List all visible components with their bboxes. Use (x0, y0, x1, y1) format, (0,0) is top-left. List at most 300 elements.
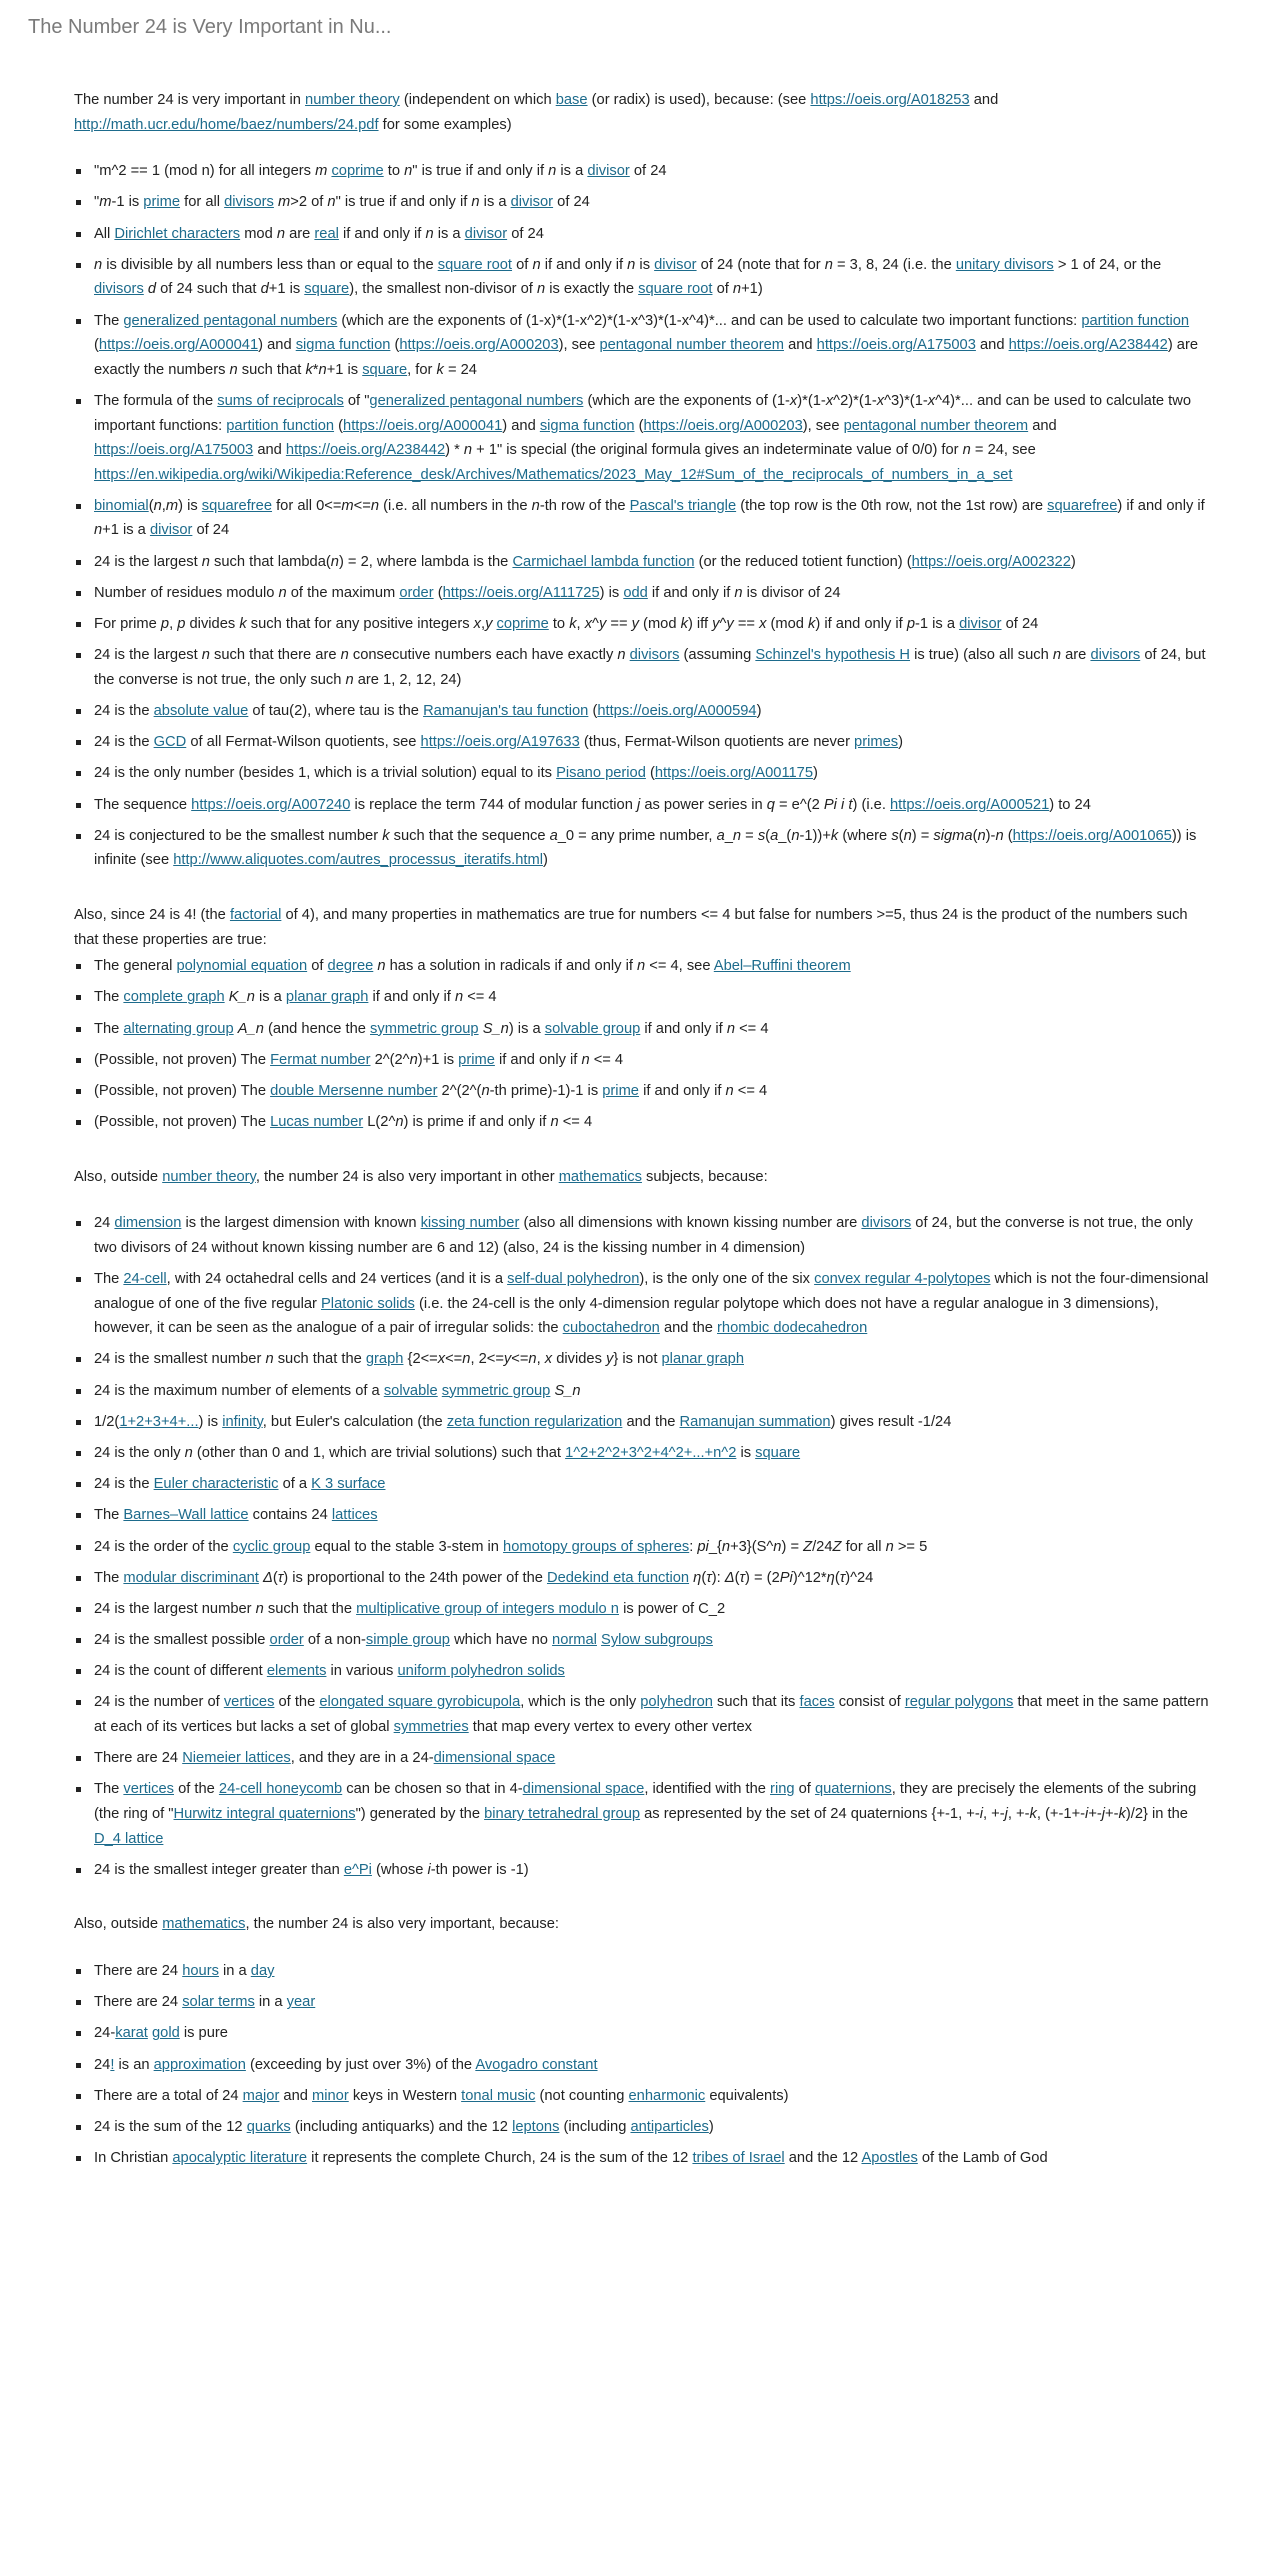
text-run: 24 is the smallest integer greater than (94, 1861, 344, 1878)
link[interactable]: Pisano period (556, 765, 646, 782)
link[interactable]: pentagonal number theorem (599, 337, 784, 354)
link[interactable]: absolute value (153, 703, 249, 719)
text-run: )- (985, 827, 996, 844)
math-variable: x (759, 616, 767, 633)
math-variable: n (201, 647, 210, 664)
text-run: of (512, 256, 533, 273)
math-variable: A_n (237, 1020, 264, 1037)
math-variable: n (201, 553, 210, 570)
link[interactable]: prime (458, 1051, 495, 1068)
text-run: to (548, 616, 570, 633)
link[interactable]: partition function (226, 417, 335, 434)
math-variable: i (1085, 1806, 1089, 1823)
link[interactable]: number theory (305, 92, 400, 108)
link[interactable]: elements (266, 1663, 327, 1680)
math-variable: n (536, 281, 546, 298)
text-run: and (784, 337, 817, 354)
link[interactable]: binary tetrahedral group (484, 1806, 641, 1823)
math-variable: y (485, 616, 493, 633)
small-n-properties-list (74, 954, 1212, 1135)
text-run: ) is (198, 1413, 223, 1430)
math-variable: n (481, 1082, 490, 1099)
text-run: <= 4, see (645, 958, 714, 975)
list-item (94, 824, 1212, 873)
link[interactable]: modular discriminant (123, 1569, 259, 1586)
link[interactable]: divisor (654, 256, 697, 273)
link[interactable]: vertices (123, 1781, 174, 1798)
link[interactable]: 1+2+3+4+... (119, 1413, 199, 1430)
link[interactable]: divisor (464, 225, 508, 242)
link[interactable]: day (250, 1963, 275, 1979)
link[interactable]: complete graph (123, 989, 225, 1006)
text-run: of 24, but the converse is not true, the only two divisors of 24 without known kissing number are 6 and 12) (also, 24 is the kissing number in 4 dimension) (94, 1215, 1193, 1256)
link[interactable]: sigma function (539, 417, 635, 434)
link[interactable]: prime (602, 1082, 639, 1099)
link[interactable]: https://oeis.org/A000521 (890, 796, 1050, 813)
text-run: is pure (179, 2025, 228, 2042)
math-variable: K_n (228, 989, 255, 1006)
math-variable: a (549, 827, 558, 844)
text-run: The formula of the (94, 392, 218, 409)
text-run: ) if and only if (815, 616, 907, 633)
math-variable: Pi (779, 1569, 793, 1586)
link[interactable]: apocalyptic literature (172, 2150, 308, 2167)
link[interactable]: karat (115, 2025, 148, 2042)
link[interactable]: alternating group (123, 1020, 234, 1037)
math-variable: n (791, 827, 800, 844)
math-variable: η (826, 1569, 835, 1586)
link[interactable]: primes (854, 734, 899, 751)
math-variable: n (463, 442, 473, 459)
link[interactable]: infinity (222, 1413, 263, 1430)
text-run: > 1 of 24, or the (1053, 256, 1162, 273)
math-variable: j (1004, 1806, 1008, 1823)
math-variable: k (830, 827, 839, 844)
link[interactable]: divisor (587, 163, 630, 180)
link[interactable]: kissing number (420, 1215, 520, 1232)
link[interactable]: https://oeis.org/A000203 (643, 417, 803, 434)
text-run: 24 is the maximum number of elements of a (94, 1382, 384, 1399)
math-variable: a (716, 827, 725, 844)
text-run: mod (240, 225, 277, 242)
text-run: , and they are in a 24- (290, 1750, 434, 1767)
text-run: , which is the only (520, 1694, 641, 1711)
text-run: ) (543, 852, 548, 869)
list-item (94, 253, 1212, 302)
text-run: = e^(2 (774, 796, 824, 813)
link[interactable]: symmetric group (370, 1020, 479, 1037)
link[interactable]: sigma function (295, 337, 391, 354)
link[interactable]: ring (770, 1781, 795, 1798)
math-variable: n (977, 827, 986, 844)
text-run: (Possible, not proven) The (94, 1114, 271, 1131)
link[interactable]: https://oeis.org/A018253 (810, 92, 970, 108)
link[interactable]: cuboctahedron (562, 1320, 660, 1337)
link[interactable]: https://oeis.org/A238442 (285, 442, 446, 459)
link[interactable]: minor (312, 2087, 349, 2104)
link[interactable]: pentagonal number theorem (843, 417, 1029, 434)
text-run: (i.e. all numbers in the (379, 497, 532, 514)
math-variable: n (550, 1114, 559, 1131)
link[interactable]: mathematics (558, 1168, 642, 1185)
link[interactable]: divisors (224, 194, 274, 211)
math-variable: y (503, 1351, 512, 1368)
link[interactable]: https://en.wikipedia.org/wiki/Wikipedia:Reference_desk/Archives/Mathematics/2023_May_12#Sum_of_the_reciprocals_of_numbers_in_a_set (94, 466, 1013, 483)
link[interactable]: quarks (246, 2118, 291, 2135)
link[interactable]: https://oeis.org/A000594 (597, 703, 757, 719)
link[interactable]: polyhedron (640, 1694, 713, 1711)
link[interactable]: ! (110, 2056, 115, 2073)
text-run: <= (353, 497, 371, 514)
link[interactable]: 24-cell honeycomb (218, 1781, 343, 1798)
link[interactable]: odd (623, 584, 648, 601)
link[interactable]: generalized pentagonal numbers (369, 392, 584, 409)
link[interactable]: enharmonic (628, 2087, 706, 2104)
math-variable: n (229, 361, 238, 378)
math-variable: n (581, 1051, 590, 1068)
text-run: ^3)*(1- (884, 392, 928, 409)
math-variable: x (584, 616, 593, 633)
text-run: = 3, 8, 24 (i.e. the (832, 256, 956, 273)
text-run: , (+-1+- (1036, 1806, 1086, 1823)
text-run: of the (274, 1694, 320, 1711)
link[interactable]: factorial (229, 906, 282, 923)
list-item (94, 1017, 1212, 1042)
list-item (94, 1079, 1212, 1104)
text-run: consist of (834, 1694, 905, 1711)
link[interactable]: normal (552, 1632, 597, 1649)
text-run: /24 (812, 1538, 833, 1555)
text-run: ( (390, 337, 400, 354)
link[interactable]: coprime (331, 163, 384, 180)
link[interactable]: Schinzel's hypothesis H (755, 647, 911, 664)
link[interactable]: lattices (331, 1507, 378, 1524)
text-run: ^ (719, 616, 727, 633)
math-variable: n (404, 163, 413, 180)
link[interactable]: Barnes–Wall lattice (123, 1507, 249, 1524)
link[interactable]: https://oeis.org/A000203 (399, 337, 559, 354)
link[interactable]: tonal music (461, 2087, 536, 2104)
text-run: consecutive numbers each have exactly (348, 647, 618, 664)
link[interactable]: multiplicative group of integers modulo n (356, 1600, 619, 1617)
link[interactable]: symmetric group (441, 1382, 551, 1399)
link[interactable]: regular polygons (904, 1694, 1014, 1711)
link[interactable]: degree (327, 958, 374, 975)
link[interactable]: squarefree (1047, 497, 1118, 514)
math-variable: Pi i t (823, 796, 853, 813)
link[interactable]: divisors (94, 281, 144, 298)
text-run: ) = 2, where lambda is the (338, 553, 513, 570)
link[interactable]: square root (638, 281, 713, 298)
link[interactable]: base (555, 92, 588, 108)
link[interactable]: Carmichael lambda function (512, 553, 695, 570)
link[interactable]: double Mersenne number (270, 1082, 438, 1099)
text-run: ) = (911, 827, 934, 844)
link[interactable]: K 3 surface (311, 1476, 386, 1493)
text-run: In Christian (94, 2150, 173, 2167)
link[interactable]: Lucas number (270, 1114, 364, 1131)
link[interactable]: Pascal's triangle (629, 497, 737, 514)
text-run: (where (838, 827, 892, 844)
link[interactable]: leptons (512, 2118, 560, 2135)
text-run: ( (701, 1569, 707, 1586)
link[interactable]: vertices (223, 1694, 275, 1711)
text-run: of a non- (303, 1632, 366, 1649)
math-variable: k (382, 827, 390, 844)
math-variable: k (1118, 1806, 1126, 1823)
math-variable: n (721, 1538, 731, 1555)
math-variable: S_n (482, 1020, 509, 1037)
text-run: ^ (592, 616, 599, 633)
link[interactable]: square (755, 1444, 801, 1461)
link[interactable]: cyclic group (232, 1538, 311, 1555)
link[interactable]: hours (182, 1963, 219, 1979)
math-variable: n (330, 553, 339, 570)
text-run: -1 is (111, 194, 144, 211)
link[interactable]: simple group (365, 1632, 450, 1649)
link[interactable]: zeta function regularization (446, 1413, 623, 1430)
link[interactable]: Platonic solids (321, 1295, 415, 1312)
text-run: (whose (371, 1861, 428, 1878)
math-variable: k (680, 616, 688, 633)
text-run: Also, outside (74, 1168, 163, 1185)
text-run: 24 is the (94, 734, 154, 751)
text-run: in various (326, 1663, 398, 1680)
text-run: is divisible by all numbers less than or equal to the (102, 256, 438, 273)
math-variable: τ (706, 1569, 712, 1586)
text-run: is a (556, 163, 588, 180)
list-item (94, 2146, 1212, 2171)
link[interactable]: square root (437, 256, 513, 273)
text-run: == (606, 616, 632, 633)
link[interactable]: mathematics (162, 1916, 246, 1933)
text-run: and (1028, 417, 1057, 434)
link[interactable]: planar graph (661, 1351, 744, 1368)
link[interactable]: faces (799, 1694, 835, 1711)
link[interactable]: https://oeis.org/A000041 (98, 337, 259, 354)
link[interactable]: divisor (510, 194, 554, 211)
link[interactable]: polynomial equation (176, 958, 308, 975)
link[interactable]: binomial (94, 497, 149, 514)
link[interactable]: Abel–Ruffini theorem (713, 958, 851, 975)
text-run: The (94, 1781, 124, 1798)
link[interactable]: planar graph (285, 989, 369, 1006)
link[interactable]: Fermat number (270, 1051, 371, 1068)
link[interactable]: partition function (1081, 312, 1190, 329)
text-run: keys in Western (348, 2087, 462, 2104)
link[interactable]: generalized pentagonal numbers (123, 312, 338, 329)
other-math-list (74, 1211, 1212, 1882)
text-run: +1 is (268, 281, 305, 298)
text-run: ) is a (508, 1020, 545, 1037)
text-run: The sequence (94, 796, 192, 813)
text-run: There are 24 (94, 1963, 183, 1979)
list-item (94, 730, 1212, 755)
text-run: , identified with the (644, 1781, 771, 1798)
text-run: , the number 24 is also very important in other (255, 1168, 559, 1185)
link[interactable]: Sylow subgroups (601, 1632, 713, 1649)
text-run: )^12* (792, 1569, 827, 1586)
link[interactable]: squarefree (201, 497, 273, 514)
link[interactable]: D_4 lattice (94, 1830, 164, 1847)
math-variable: n (318, 361, 327, 378)
link[interactable]: Ramanujan's tau function (423, 703, 589, 719)
math-variable: s (891, 827, 899, 844)
link[interactable]: divisors (861, 1215, 912, 1232)
link[interactable]: GCD (153, 734, 187, 751)
link[interactable]: dimension (114, 1215, 182, 1232)
math-variable: y (726, 616, 734, 633)
text-run: such that the (263, 1600, 357, 1617)
list-item (94, 1347, 1212, 1372)
link[interactable]: convex regular 4-polytopes (814, 1271, 991, 1288)
text-run: Number of residues modulo (94, 584, 279, 601)
link[interactable]: 1^2+2^2+3^2+4^2+...+n^2 (565, 1444, 737, 1461)
link[interactable]: uniform polyhedron solids (397, 1663, 565, 1680)
link[interactable]: https://oeis.org/A000041 (343, 417, 503, 434)
text-run: ) iff (687, 616, 713, 633)
list-item (94, 309, 1212, 383)
text-run: can be chosen so that in 4- (342, 1781, 523, 1798)
text-run: of the maximum (286, 584, 400, 601)
text-run: of tau(2), where tau is the (248, 703, 424, 719)
text-run: <= 4 (733, 1082, 768, 1099)
link[interactable]: antiparticles (630, 2118, 709, 2135)
math-variable: n (732, 827, 742, 844)
link[interactable]: https://oeis.org/A001175 (654, 765, 814, 782)
link[interactable]: tribes of Israel (692, 2150, 785, 2167)
link[interactable]: year (286, 1994, 316, 2011)
link[interactable]: https://oeis.org/A002322 (911, 553, 1071, 570)
link[interactable]: https://oeis.org/A238442 (1008, 337, 1168, 354)
math-variable: n (340, 647, 349, 664)
link[interactable]: Hurwitz integral quaternions (173, 1806, 356, 1823)
link[interactable]: https://oeis.org/A175003 (94, 442, 254, 459)
text-run: is replace the term 744 of modular function (350, 796, 637, 813)
text-run: == (733, 616, 760, 633)
link[interactable]: Ramanujan summation (679, 1413, 831, 1430)
link[interactable]: http://math.ucr.edu/home/baez/numbers/24.pdf (74, 116, 379, 133)
link[interactable]: dimensional space (522, 1781, 645, 1798)
link[interactable]: graph (365, 1351, 404, 1368)
link[interactable]: sums of reciprocals (217, 392, 344, 409)
link[interactable]: solvable group (544, 1020, 641, 1037)
text-run: The (94, 1271, 124, 1288)
text-run: 24 is the only number (besides 1, which is a trivial solution) equal to its (94, 765, 557, 782)
link[interactable]: square (362, 361, 408, 378)
text-run: _ (724, 827, 733, 844)
link[interactable]: https://oeis.org/A175003 (816, 337, 976, 354)
math-variable: k (808, 616, 816, 633)
text-run: ) (756, 703, 762, 719)
text-run: is an (114, 2056, 154, 2073)
math-variable: n (153, 497, 162, 514)
link[interactable]: number theory (162, 1168, 256, 1185)
text-run: ( (972, 827, 978, 844)
math-variable: y (712, 616, 720, 633)
text-run: (mod (638, 616, 681, 633)
link[interactable]: self-dual polyhedron (507, 1271, 640, 1288)
link[interactable]: homotopy groups of spheres (503, 1538, 690, 1555)
link[interactable]: Euler characteristic (153, 1476, 279, 1493)
text-run: is a (479, 194, 511, 211)
math-variable: n (773, 1538, 782, 1555)
math-variable: Δ (263, 1569, 273, 1586)
link[interactable]: http://www.aliquotes.com/autres_processus_iteratifs.html (173, 852, 544, 869)
link[interactable]: real (314, 225, 339, 242)
link[interactable]: dimensional space (433, 1750, 556, 1767)
link[interactable]: major (242, 2087, 280, 2104)
text-run: ), is the only one of the six (639, 1271, 815, 1288)
link[interactable]: https://oeis.org/A197633 (420, 734, 580, 751)
link[interactable]: e^Pi (343, 1861, 372, 1878)
text-run: , (536, 1351, 545, 1368)
link[interactable]: solvable (383, 1382, 438, 1399)
list-item (94, 190, 1212, 215)
text-run: (i.e. the 24-cell is the only 4-dimension regular polytope which does not have a regular analogue in 3 dimensions), however, it can be seen as the analogue of a pair of irregular solids: the (94, 1295, 1159, 1337)
link[interactable]: prime (143, 194, 181, 211)
link[interactable]: divisors (629, 647, 680, 664)
math-variable: s (757, 827, 766, 844)
link[interactable]: elongated square gyrobicupola (319, 1694, 521, 1711)
link[interactable]: divisor (959, 616, 1002, 633)
link[interactable]: Niemeier lattices (182, 1750, 291, 1767)
math-variable: n (637, 958, 646, 975)
text-run: 24 is the largest (94, 553, 202, 570)
link[interactable]: quaternions (814, 1781, 892, 1798)
link[interactable]: gold (151, 2025, 180, 2042)
link[interactable]: https://oeis.org/A111725 (442, 584, 600, 601)
link[interactable]: https://oeis.org/A001065 (1012, 827, 1172, 844)
text-run: ( (433, 584, 443, 601)
text-run: ), see (802, 417, 844, 434)
math-variable: j (1101, 1806, 1106, 1823)
list-item (94, 494, 1212, 543)
link[interactable]: solar terms (182, 1994, 255, 2011)
text-run: {2<= (403, 1351, 438, 1368)
text-run: ( (334, 417, 344, 434)
link[interactable]: https://oeis.org/A007240 (191, 796, 351, 813)
link[interactable]: divisor (149, 522, 193, 539)
link[interactable]: Dirichlet characters (114, 225, 241, 242)
math-variable: j (636, 796, 641, 813)
link[interactable]: coprime (496, 616, 549, 633)
link[interactable]: 24-cell (123, 1271, 167, 1288)
link[interactable]: Apostles (861, 2150, 918, 2167)
text-run: +1 is (326, 361, 363, 378)
link[interactable]: divisors (1090, 647, 1141, 664)
link[interactable]: square (304, 281, 350, 298)
link[interactable]: symmetries (393, 1719, 469, 1736)
math-variable: sigma (933, 827, 973, 844)
text-run: is (736, 1444, 756, 1461)
text-run: of 24 (note that for (696, 256, 825, 273)
link[interactable]: approximation (153, 2056, 246, 2073)
link[interactable]: rhombic dodecahedron (717, 1320, 868, 1337)
text-run: , (576, 616, 585, 633)
list-item (94, 1566, 1212, 1591)
text-run: ) if and only if (1117, 497, 1205, 514)
text-run: (or the reduced totient function) ( (694, 553, 912, 570)
math-variable: n (734, 584, 743, 601)
math-variable: Z (803, 1538, 813, 1555)
link[interactable]: unitary divisors (955, 256, 1054, 273)
link[interactable]: order (399, 584, 434, 601)
link[interactable]: Dedekind eta function (546, 1569, 690, 1586)
link[interactable]: Avogadro constant (475, 2056, 598, 2073)
link[interactable]: order (269, 1632, 304, 1649)
text-run: are (285, 225, 315, 242)
